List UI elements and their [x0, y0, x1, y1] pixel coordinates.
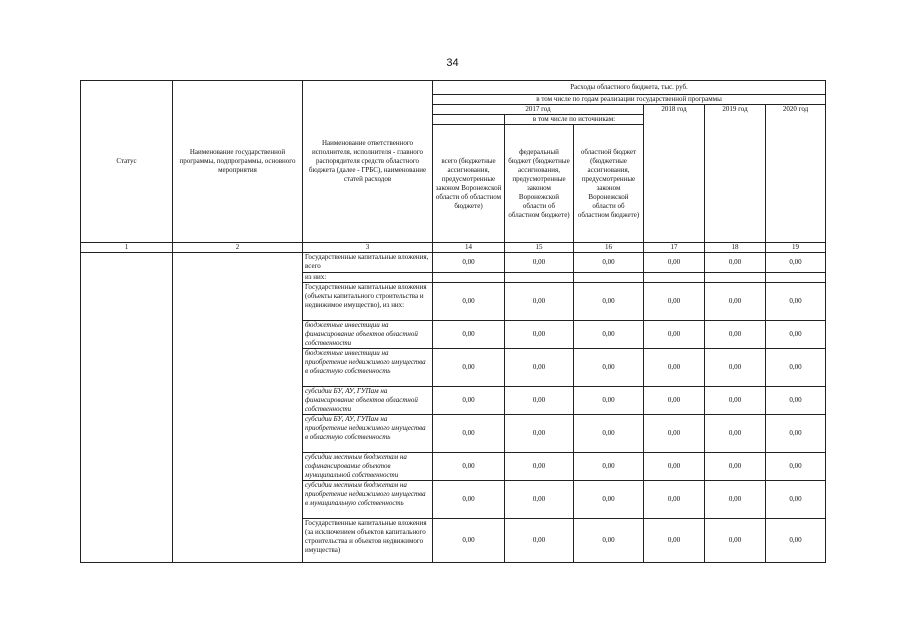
header-year-2020: 2020 год: [766, 105, 826, 243]
value-cell: 0,00: [705, 387, 766, 415]
header-program-name: Наименование государственной программы, подпрограммы, основного мероприятия: [173, 81, 303, 243]
value-cell: 0,00: [705, 321, 766, 349]
header-expenses: Расходы областного бюджета, тыс. руб.: [433, 81, 826, 95]
column-number: 16: [574, 243, 644, 253]
value-cell: 0,00: [644, 481, 705, 519]
row-label: из них:: [303, 273, 433, 283]
header-federal: федеральный бюджет (бюджетные ассигнования, предусмотренные законом Воронежской области об областном бюджете): [505, 125, 574, 243]
header-year-2019: 2019 год: [705, 105, 766, 243]
value-cell: 0,00: [505, 349, 574, 387]
value-cell: 0,00: [505, 453, 574, 481]
value-cell: 0,00: [505, 415, 574, 453]
column-number: 1: [81, 243, 173, 253]
page-number: 34: [446, 57, 459, 69]
value-cell: 0,00: [433, 387, 505, 415]
row-label: Государственные капитальные вложения, всего: [303, 253, 433, 273]
row-label: Государственные капитальные вложения (за исключением объектов капитального строительства и объектов недвижимого имущества): [303, 519, 433, 563]
value-cell: 0,00: [433, 519, 505, 563]
value-cell: 0,00: [705, 519, 766, 563]
header-year-2018: 2018 год: [644, 105, 705, 243]
value-cell: 0,00: [433, 453, 505, 481]
header-status: Статус: [81, 81, 173, 243]
column-numbers-row: [81, 243, 826, 253]
value-cell: 0,00: [644, 453, 705, 481]
column-number: 3: [303, 243, 433, 253]
header-by-sources: в том числе по источникам:: [505, 115, 644, 125]
value-cell: 0,00: [505, 519, 574, 563]
value-cell: 0,00: [705, 253, 766, 273]
program-name-cell: [173, 253, 303, 563]
value-cell: 0,00: [644, 349, 705, 387]
row-label: субсидии БУ, АУ, ГУПам на финансирование объектов областной собственности: [303, 387, 433, 415]
value-cell: 0,00: [505, 321, 574, 349]
value-cell: 0,00: [644, 415, 705, 453]
value-cell: 0,00: [574, 453, 644, 481]
value-cell: [705, 273, 766, 283]
value-cell: 0,00: [433, 415, 505, 453]
value-cell: 0,00: [574, 415, 644, 453]
value-cell: 0,00: [705, 481, 766, 519]
value-cell: 0,00: [505, 481, 574, 519]
value-cell: 0,00: [705, 453, 766, 481]
header-by-years: в том числе по годам реализации государственной программы: [433, 95, 826, 105]
value-cell: 0,00: [433, 283, 505, 321]
value-cell: 0,00: [644, 519, 705, 563]
header-executor: Наименование ответственного исполнителя, исполнителя - главного распорядителя средств областного бюджета (далее - ГРБС), наименование статей расходов: [303, 81, 433, 243]
value-cell: 0,00: [766, 519, 826, 563]
header-total: всего (бюджетные ассигнования, предусмотренные законом Воронежской области об областном бюджете): [433, 125, 505, 243]
value-cell: [574, 273, 644, 283]
value-cell: 0,00: [705, 415, 766, 453]
row-label: субсидии БУ, АУ, ГУПам на приобретение недвижимого имущества в областную собственность: [303, 415, 433, 453]
value-cell: 0,00: [574, 253, 644, 273]
column-number: 18: [705, 243, 766, 253]
value-cell: 0,00: [505, 253, 574, 273]
value-cell: [766, 273, 826, 283]
value-cell: [505, 273, 574, 283]
column-number: 19: [766, 243, 826, 253]
value-cell: 0,00: [644, 283, 705, 321]
value-cell: 0,00: [644, 387, 705, 415]
value-cell: 0,00: [766, 321, 826, 349]
value-cell: 0,00: [574, 387, 644, 415]
value-cell: 0,00: [766, 481, 826, 519]
value-cell: 0,00: [766, 253, 826, 273]
table-row: [81, 253, 826, 273]
value-cell: 0,00: [766, 415, 826, 453]
value-cell: 0,00: [644, 321, 705, 349]
value-cell: 0,00: [705, 283, 766, 321]
value-cell: [644, 273, 705, 283]
budget-table: [80, 80, 826, 563]
value-cell: 0,00: [574, 481, 644, 519]
value-cell: 0,00: [766, 349, 826, 387]
column-number: 2: [173, 243, 303, 253]
column-number: 17: [644, 243, 705, 253]
value-cell: 0,00: [574, 349, 644, 387]
value-cell: 0,00: [433, 481, 505, 519]
row-label: бюджетные инвестиции на финансирование объектов областной собственности: [303, 321, 433, 349]
value-cell: [433, 273, 505, 283]
value-cell: 0,00: [574, 321, 644, 349]
value-cell: 0,00: [433, 321, 505, 349]
row-label: субсидии местным бюджетам на приобретение недвижимого имущества в муниципальную собственность: [303, 481, 433, 519]
header-year-2017: 2017 год: [433, 105, 644, 115]
value-cell: 0,00: [574, 283, 644, 321]
column-number: 15: [505, 243, 574, 253]
row-label: субсидии местным бюджетам на софинансирование объектов муниципальной собственности: [303, 453, 433, 481]
value-cell: 0,00: [644, 253, 705, 273]
table-body: [81, 253, 826, 563]
row-label: бюджетные инвестиции на приобретение недвижимого имущества в областную собственность: [303, 349, 433, 387]
row-label: Государственные капитальные вложения (объекты капитального строительства и недвижимое имущество), из них:: [303, 283, 433, 321]
value-cell: 0,00: [574, 519, 644, 563]
status-cell: [81, 253, 173, 563]
column-number: 14: [433, 243, 505, 253]
value-cell: 0,00: [766, 453, 826, 481]
value-cell: 0,00: [505, 283, 574, 321]
value-cell: 0,00: [433, 349, 505, 387]
value-cell: 0,00: [766, 387, 826, 415]
value-cell: 0,00: [433, 253, 505, 273]
value-cell: 0,00: [766, 283, 826, 321]
header-regional: областной бюджет (бюджетные ассигнования, предусмотренные законом Воронежской области об областном бюджете): [574, 125, 644, 243]
value-cell: 0,00: [505, 387, 574, 415]
value-cell: 0,00: [705, 349, 766, 387]
